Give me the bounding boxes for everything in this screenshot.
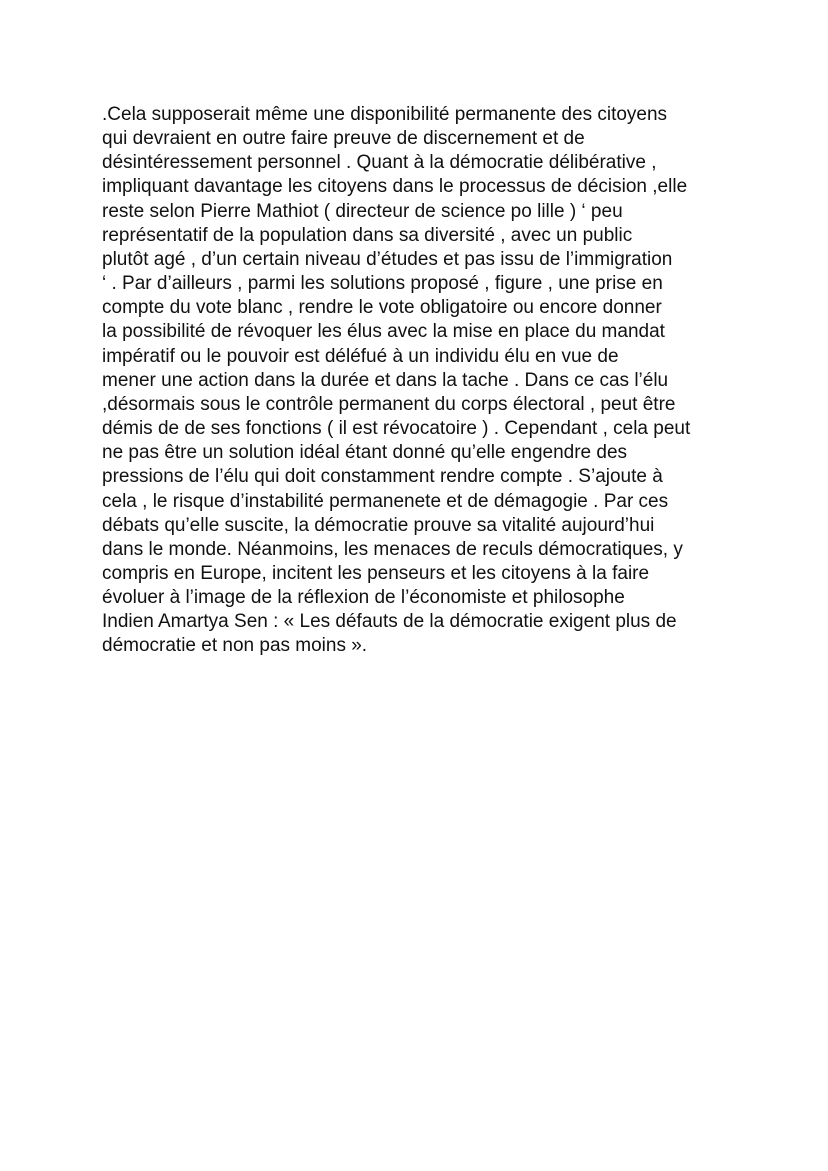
text-line: Indien Amartya Sen : « Les défauts de la démocratie exigent plus de <box>102 611 677 633</box>
text-line: compris en Europe, incitent les penseurs et les citoyens à la faire <box>102 562 650 584</box>
text-line: compte du vote blanc , rendre le vote obligatoire ou encore donner <box>102 297 662 319</box>
text-line: impliquant davantage les citoyens dans le processus de décision ,elle <box>102 176 688 198</box>
text-line: désintéressement personnel . Quant à la démocratie délibérative , <box>102 152 657 174</box>
text-line: pressions de l’élu qui doit constamment rendre compte . S’ajoute à <box>102 466 663 488</box>
text-line: ‘ . Par d’ailleurs , parmi les solutions proposé , figure , une prise en <box>102 273 663 295</box>
text-line: qui devraient en outre faire preuve de discernement et de <box>102 128 585 150</box>
text-line: plutôt agé , d’un certain niveau d’études et pas issu de l’immigration <box>102 248 673 270</box>
text-line: mener une action dans la durée et dans la tache . Dans ce cas l’élu <box>102 369 669 391</box>
text-line: ne pas être un solution idéal étant donné qu’elle engendre des <box>102 442 628 464</box>
text-line: la possibilité de révoquer les élus avec la mise en place du mandat <box>102 321 665 343</box>
text-line: représentatif de la population dans sa diversité , avec un public <box>102 224 633 246</box>
text-line: débats qu’elle suscite, la démocratie prouve sa vitalité aujourd’hui <box>102 514 655 536</box>
text-line: évoluer à l’image de la réflexion de l’économiste et philosophe <box>102 587 625 609</box>
text-line: reste selon Pierre Mathiot ( directeur de science po lille ) ‘ peu <box>102 200 623 222</box>
text-line: démis de de ses fonctions ( il est révocatoire ) . Cependant , cela peut <box>102 418 691 440</box>
text-line: démocratie et non pas moins ». <box>102 635 368 657</box>
text-line: .Cela supposerait même une disponibilité permanente des citoyens <box>102 104 668 125</box>
body-paragraph <box>102 103 742 659</box>
text-line: cela , le risque d’instabilité permanenete et de démagogie . Par ces <box>102 490 669 512</box>
text-line: impératif ou le pouvoir est déléfué à un individu élu en vue de <box>102 345 619 367</box>
text-line: ,désormais sous le contrôle permanent du corps électoral , peut être <box>102 393 676 415</box>
text-line: dans le monde. Néanmoins, les menaces de reculs démocratiques, y <box>102 538 683 560</box>
